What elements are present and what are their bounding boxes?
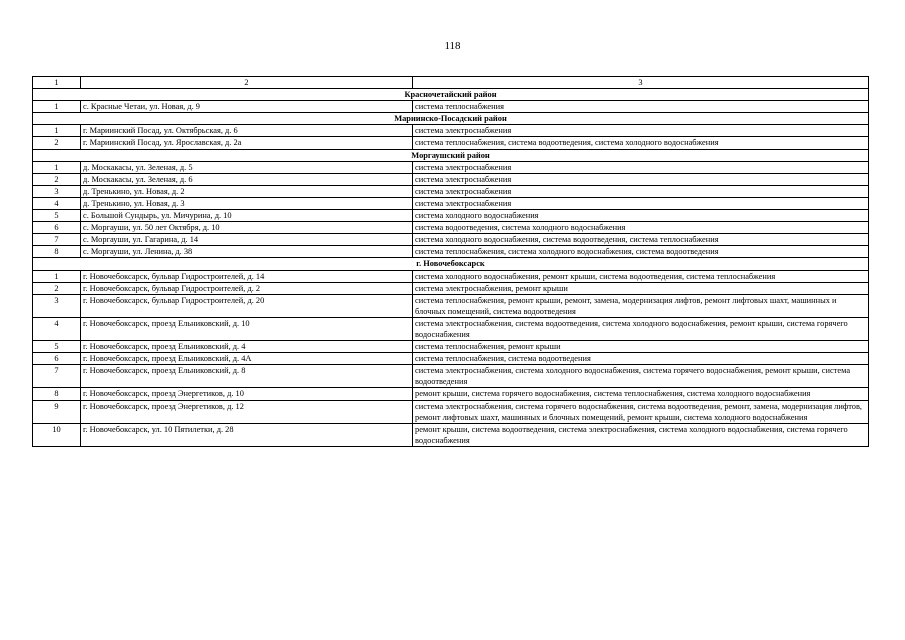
row-number: 8 (33, 388, 81, 400)
row-number: 6 (33, 353, 81, 365)
row-works: система холодного водоснабжения, ремонт крыши, система водоотведения, система теплоснабжения (413, 270, 869, 282)
row-number: 3 (33, 185, 81, 197)
row-works: система теплоснабжения, система водоотведения, система холодного водоснабжения (413, 137, 869, 149)
table-row (33, 197, 869, 209)
column-number-row (33, 77, 869, 89)
row-works: система теплоснабжения (413, 101, 869, 113)
row-works: система теплоснабжения, ремонт крыши (413, 341, 869, 353)
row-works: система электроснабжения (413, 197, 869, 209)
table-row (33, 270, 869, 282)
table-row (33, 185, 869, 197)
table-row (33, 173, 869, 185)
row-number: 5 (33, 210, 81, 222)
row-address: с. Моргауши, ул. Гагарина, д. 14 (81, 234, 413, 246)
row-address: г. Новочебоксарск, ул. 10 Пятилетки, д. 28 (81, 423, 413, 446)
row-address: с. Моргауши, ул. 50 лет Октября, д. 10 (81, 222, 413, 234)
row-works: система электроснабжения (413, 161, 869, 173)
row-address: г. Новочебоксарск, бульвар Гидростроителей, д. 20 (81, 294, 413, 317)
section-title: г. Новочебоксарск (33, 258, 869, 270)
table-row (33, 317, 869, 340)
row-works: система холодного водоснабжения (413, 210, 869, 222)
section-title: Моргаушский район (33, 149, 869, 161)
row-works: система электроснабжения, ремонт крыши (413, 282, 869, 294)
row-number: 7 (33, 234, 81, 246)
row-works: система электроснабжения, система водоотведения, система холодного водоснабжения, ремонт крыши, система горячего водоснабжения (413, 317, 869, 340)
row-address: д. Тренькино, ул. Новая, д. 3 (81, 197, 413, 209)
row-number: 1 (33, 161, 81, 173)
row-address: г. Новочебоксарск, проезд Ельниковский, д. 8 (81, 365, 413, 388)
row-number: 10 (33, 423, 81, 446)
section-header-row (33, 89, 869, 101)
table-row (33, 210, 869, 222)
row-address: с. Красные Четаи, ул. Новая, д. 9 (81, 101, 413, 113)
row-address: г. Новочебоксарск, проезд Ельниковский, д. 4А (81, 353, 413, 365)
row-address: с. Большой Сундырь, ул. Мичурина, д. 10 (81, 210, 413, 222)
table-row (33, 400, 869, 423)
column-number-1: 1 (33, 77, 81, 89)
row-number: 1 (33, 101, 81, 113)
row-number: 4 (33, 197, 81, 209)
row-number: 8 (33, 246, 81, 258)
table-row (33, 388, 869, 400)
row-number: 2 (33, 137, 81, 149)
row-works: система водоотведения, система холодного водоснабжения (413, 222, 869, 234)
row-address: г. Новочебоксарск, проезд Энергетиков, д. 10 (81, 388, 413, 400)
row-address: д. Тренькино, ул. Новая, д. 2 (81, 185, 413, 197)
section-title: Красночетайский район (33, 89, 869, 101)
row-works: система теплоснабжения, ремонт крыши, ремонт, замена, модернизация лифтов, ремонт лифтовых шахт, машинных и блочных помещений, система водоотведения (413, 294, 869, 317)
row-number: 9 (33, 400, 81, 423)
row-address: с. Моргауши, ул. Ленина, д. 38 (81, 246, 413, 258)
row-address: д. Москакасы, ул. Зеленая, д. 5 (81, 161, 413, 173)
row-address: г. Мариинский Посад, ул. Ярославская, д. 2а (81, 137, 413, 149)
table-row (33, 161, 869, 173)
table-row (33, 137, 869, 149)
section-header-row (33, 258, 869, 270)
row-works: система электроснабжения, система горячего водоснабжения, система водоотведения, ремонт, замена, модернизация лифтов, ремонт лифтовых шахт, машинных и блочных помещений, ремонт крыши, система холодного водоснабжения (413, 400, 869, 423)
row-number: 2 (33, 173, 81, 185)
page-number: 118 (444, 40, 461, 52)
row-works: система электроснабжения (413, 125, 869, 137)
row-works: ремонт крыши, система горячего водоснабжения, система теплоснабжения, система холодного водоснабжения (413, 388, 869, 400)
row-address: д. Москакасы, ул. Зеленая, д. 6 (81, 173, 413, 185)
table-row (33, 246, 869, 258)
row-number: 1 (33, 270, 81, 282)
table-row (33, 101, 869, 113)
table-row (33, 365, 869, 388)
address-table (32, 76, 869, 447)
row-number: 2 (33, 282, 81, 294)
row-number: 4 (33, 317, 81, 340)
row-address: г. Мариинский Посад, ул. Октябрьская, д. 6 (81, 125, 413, 137)
table-row (33, 341, 869, 353)
row-works: ремонт крыши, система водоотведения, система электроснабжения, система холодного водоснабжения, система горячего водоснабжения (413, 423, 869, 446)
row-number: 1 (33, 125, 81, 137)
row-number: 6 (33, 222, 81, 234)
row-works: система холодного водоснабжения, система водоотведения, система теплоснабжения (413, 234, 869, 246)
table-body (33, 77, 869, 447)
row-works: система электроснабжения, система холодного водоснабжения, система горячего водоснабжения, ремонт крыши, система водоотведения (413, 365, 869, 388)
table-row (33, 353, 869, 365)
row-number: 3 (33, 294, 81, 317)
row-address: г. Новочебоксарск, проезд Ельниковский, д. 10 (81, 317, 413, 340)
table-row (33, 294, 869, 317)
table-row (33, 282, 869, 294)
section-header-row (33, 149, 869, 161)
row-number: 5 (33, 341, 81, 353)
table-row (33, 222, 869, 234)
row-works: система теплоснабжения, система водоотведения (413, 353, 869, 365)
table-row (33, 125, 869, 137)
row-works: система электроснабжения (413, 173, 869, 185)
table-row (33, 234, 869, 246)
table-row (33, 423, 869, 446)
row-address: г. Новочебоксарск, проезд Энергетиков, д. 12 (81, 400, 413, 423)
row-address: г. Новочебоксарск, бульвар Гидростроителей, д. 14 (81, 270, 413, 282)
row-address: г. Новочебоксарск, проезд Ельниковский, д. 4 (81, 341, 413, 353)
section-header-row (33, 113, 869, 125)
section-title: Мариинско-Посадский район (33, 113, 869, 125)
column-number-2: 2 (81, 77, 413, 89)
row-number: 7 (33, 365, 81, 388)
column-number-3: 3 (413, 77, 869, 89)
row-works: система электроснабжения (413, 185, 869, 197)
row-address: г. Новочебоксарск, бульвар Гидростроителей, д. 2 (81, 282, 413, 294)
row-works: система теплоснабжения, система холодного водоснабжения, система водоотведения (413, 246, 869, 258)
